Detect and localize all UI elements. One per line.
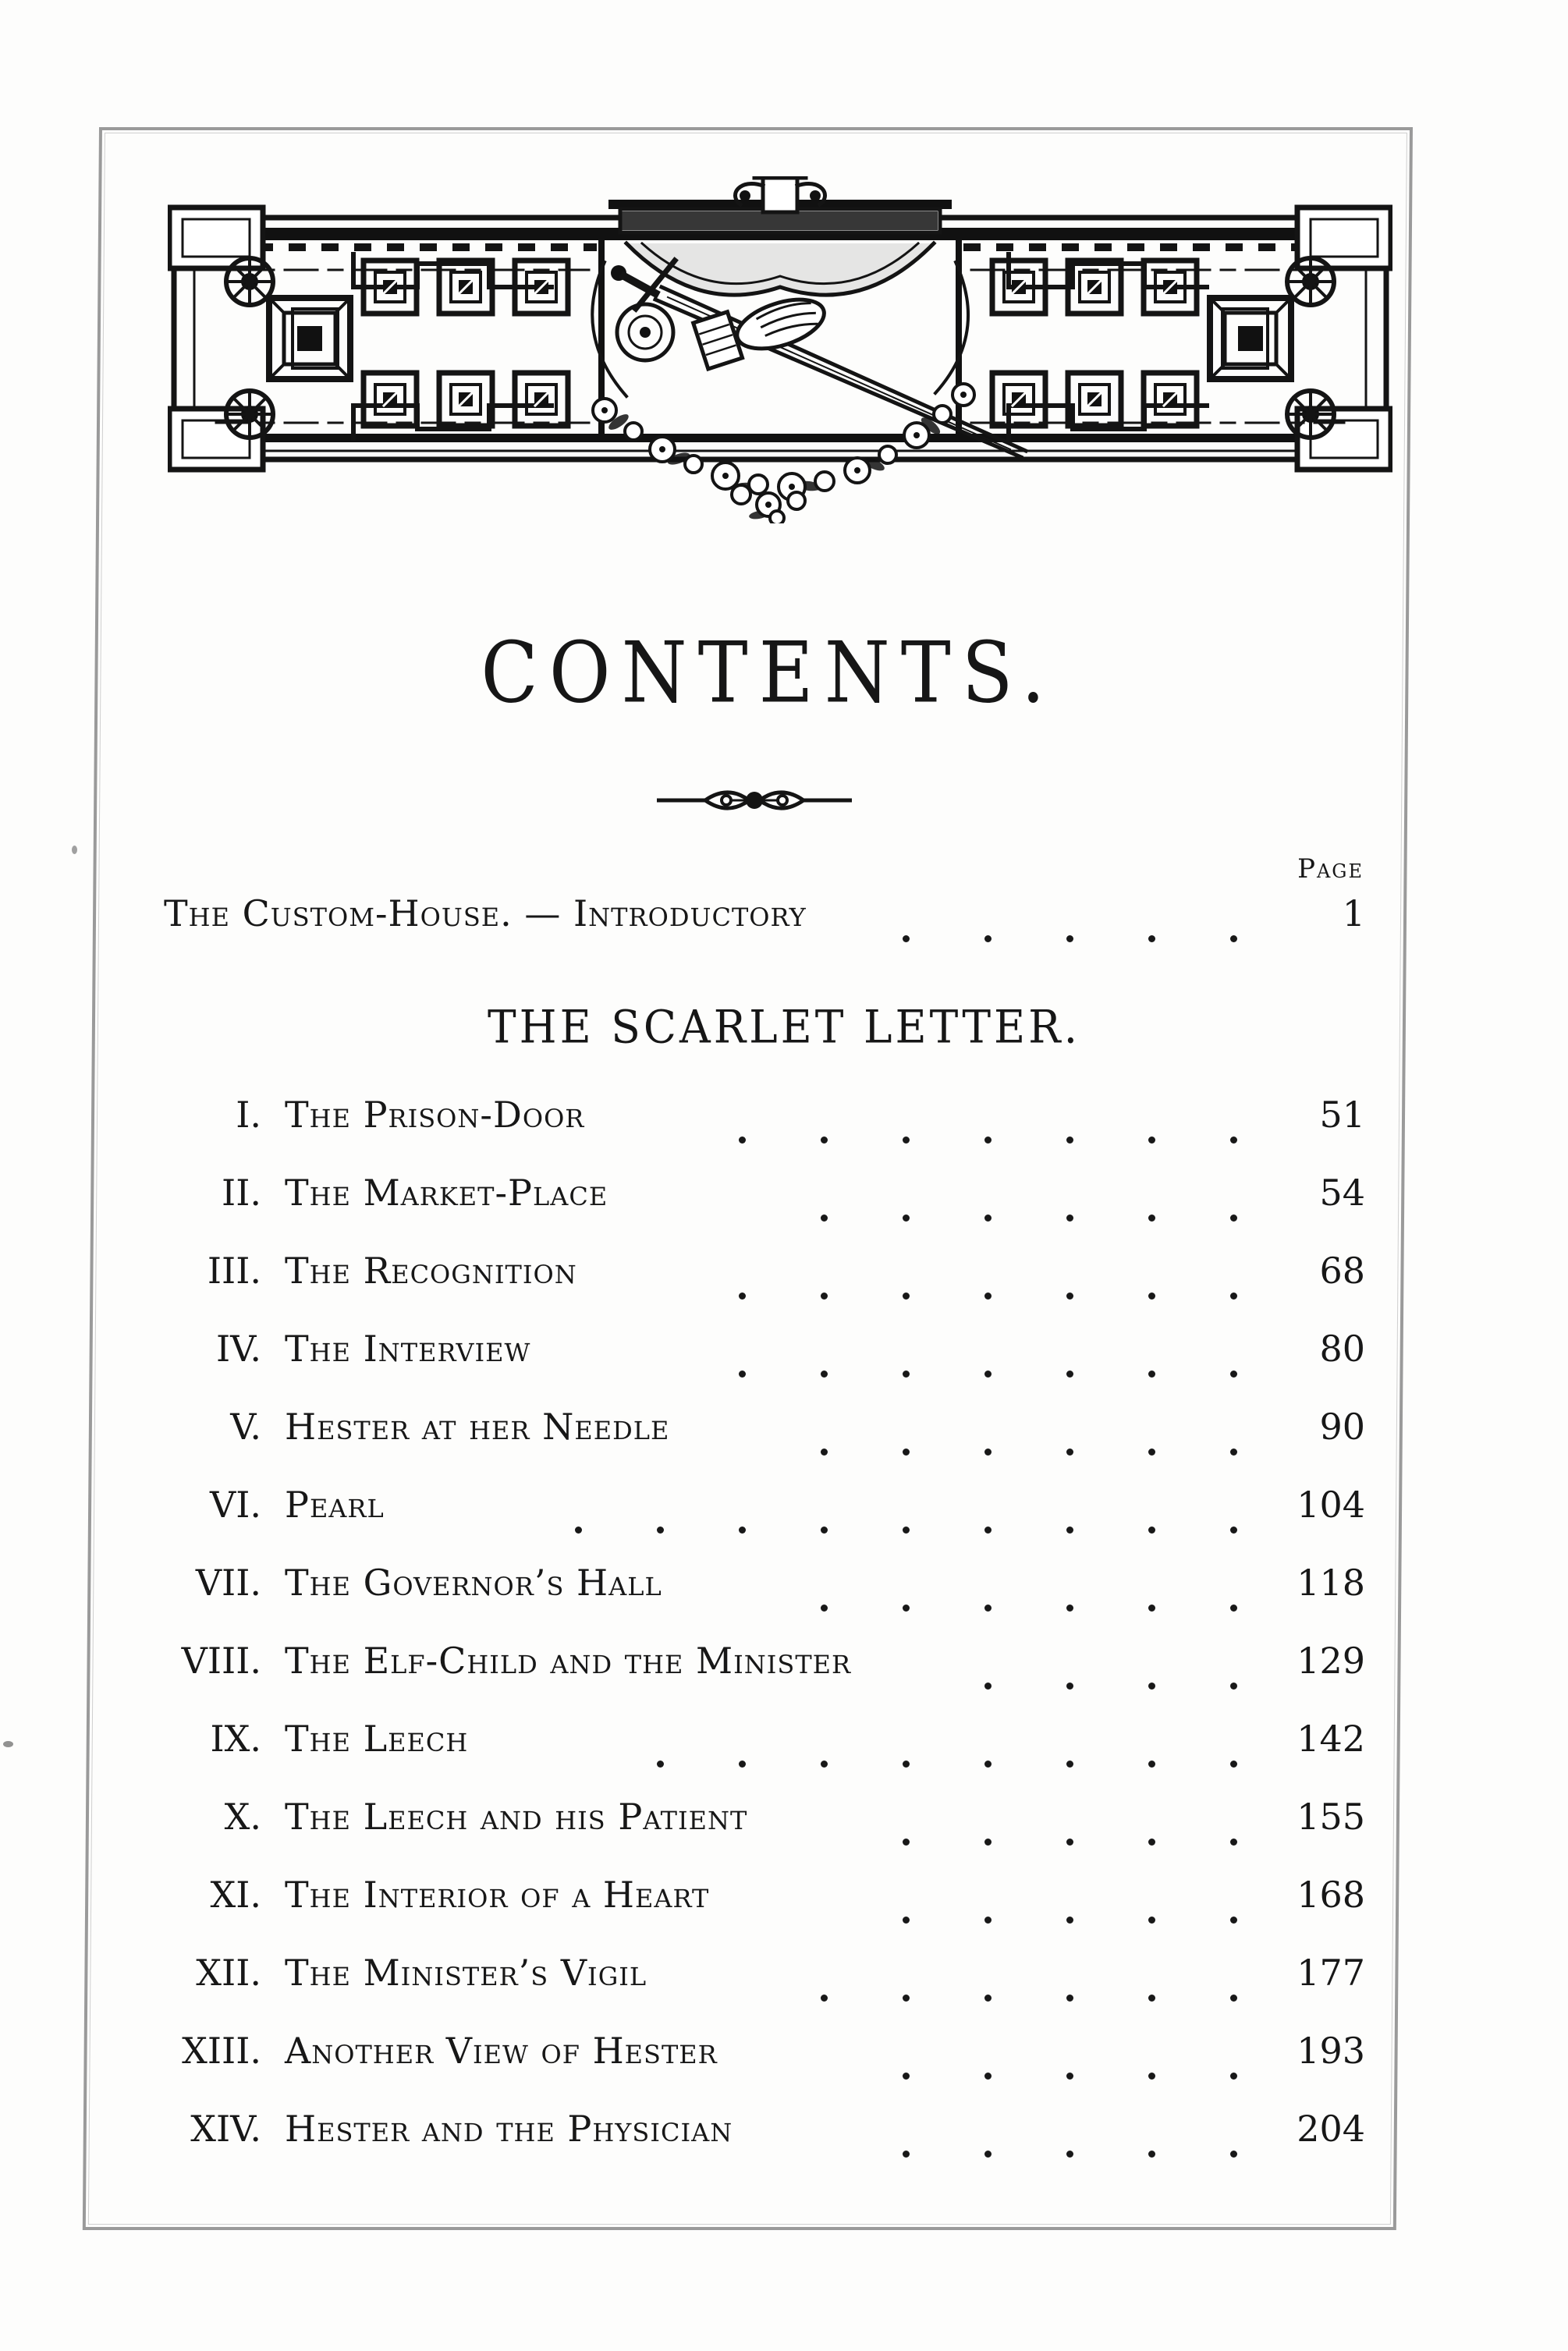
chapter-numeral: I. <box>236 1094 261 1136</box>
section-heading: THE SCARLET LETTER. <box>487 1001 1081 1054</box>
leader-dot <box>1230 1917 1237 1924</box>
page-title: CONTENTS. <box>481 624 1056 722</box>
entry-title: The Leech <box>285 1718 469 1760</box>
leader-dot <box>739 1136 746 1144</box>
entry-title: The Governor’s Hall <box>285 1562 662 1604</box>
entry-page-number: 204 <box>1297 2108 1365 2150</box>
leader-dot <box>1230 935 1237 942</box>
toc-entry <box>140 1699 1365 1777</box>
entry-page-number: 168 <box>1297 1874 1365 1916</box>
leader-dot <box>1066 2073 1073 2080</box>
leader-dot <box>1066 1449 1073 1456</box>
leader-dot <box>1066 1371 1073 1378</box>
entry-title: The Custom-House. — Introductory <box>164 892 807 934</box>
leader-dot <box>984 1917 992 1924</box>
toc-entry <box>140 1855 1365 1933</box>
entry-page-number: 177 <box>1297 1952 1365 1994</box>
leader-dot <box>1230 1371 1237 1378</box>
leader-dot <box>821 1136 828 1144</box>
leader-dot <box>903 2151 910 2158</box>
dot-leader <box>608 1215 1278 1222</box>
dot-leader <box>577 1293 1278 1300</box>
chapter-numeral: VII. <box>195 1562 261 1604</box>
leader-dot <box>1148 1839 1155 1846</box>
entry-page-number: 51 <box>1319 1094 1365 1136</box>
leader-dot <box>821 1449 828 1456</box>
entry-page-number: 68 <box>1319 1250 1365 1292</box>
toc-entry <box>140 1621 1365 1699</box>
leader-dot <box>1066 2151 1073 2158</box>
toc-entry <box>140 1153 1365 1231</box>
entry-title: The Interview <box>285 1328 531 1370</box>
entry-title: The Interior of a Heart <box>285 1874 710 1916</box>
leader-dot <box>821 1293 828 1300</box>
leader-dot <box>1230 1449 1237 1456</box>
dot-leader <box>669 1449 1278 1456</box>
entry-title: The Recognition <box>285 1250 577 1292</box>
leader-dot <box>1066 1293 1073 1300</box>
leader-dot <box>1148 1917 1155 1924</box>
leader-dot <box>739 1371 746 1378</box>
leader-dot <box>984 1605 992 1612</box>
divider-ornament <box>657 778 852 822</box>
leader-dot <box>1230 2151 1237 2158</box>
dot-leader <box>747 1839 1278 1846</box>
entry-page-number: 155 <box>1297 1796 1365 1838</box>
leader-dot <box>903 1371 910 1378</box>
dot-leader <box>385 1527 1278 1534</box>
chapter-numeral: X. <box>224 1796 261 1838</box>
chapter-numeral: IX. <box>210 1718 261 1760</box>
entry-title: Pearl <box>285 1484 385 1526</box>
leader-dot <box>903 1605 910 1612</box>
entry-title: Hester at her Needle <box>285 1406 670 1448</box>
entry-title: Hester and the Physician <box>285 2108 733 2150</box>
dot-leader <box>530 1371 1278 1378</box>
leader-dot <box>1066 1605 1073 1612</box>
entry-title: The Elf-Child and the Minister <box>285 1640 852 1682</box>
leader-dot <box>903 1527 910 1534</box>
leader-dot <box>984 1839 992 1846</box>
entry-title: Another View of Hester <box>285 2030 718 2072</box>
leader-dot <box>821 1995 828 2002</box>
toc-entry <box>140 1387 1365 1465</box>
leader-dot <box>984 2073 992 2080</box>
leader-dot <box>984 935 992 942</box>
entry-page-number: 104 <box>1297 1484 1365 1526</box>
chapter-numeral: XII. <box>196 1952 261 1994</box>
chapter-numeral: II. <box>222 1172 261 1214</box>
leader-dot <box>1066 935 1073 942</box>
entry-page-number: 142 <box>1297 1718 1365 1760</box>
leader-dot <box>903 1215 910 1222</box>
leader-dot <box>1066 1761 1073 1768</box>
chapter-numeral: VI. <box>209 1484 261 1526</box>
leader-dot <box>903 1995 910 2002</box>
leader-dot <box>821 1371 828 1378</box>
leader-dot <box>1066 1215 1073 1222</box>
leader-dot <box>903 1917 910 1924</box>
chapter-list <box>140 1075 1365 2167</box>
toc-entry <box>140 1231 1365 1309</box>
leader-dot <box>1230 1839 1237 1846</box>
toc-entry <box>140 1309 1365 1387</box>
leader-dot <box>984 1683 992 1690</box>
toc-entry <box>140 1075 1365 1153</box>
toc-entry <box>140 2011 1365 2089</box>
entry-page-number: 90 <box>1319 1406 1365 1448</box>
leader-dot <box>739 1761 746 1768</box>
entry-title: The Market-Place <box>285 1172 608 1214</box>
dot-leader <box>647 1995 1278 2002</box>
entry-title: The Leech and his Patient <box>285 1796 748 1838</box>
leader-dot <box>1230 1215 1237 1222</box>
entry-page-number: 193 <box>1297 2030 1365 2072</box>
chapter-numeral: XIV. <box>190 2108 261 2150</box>
entry-title: The Prison-Door <box>285 1094 585 1136</box>
dot-leader <box>584 1136 1278 1144</box>
chapter-numeral: VIII. <box>181 1640 261 1682</box>
leader-dot <box>903 1839 910 1846</box>
leader-dot <box>984 1995 992 2002</box>
leader-dot <box>1148 1605 1155 1612</box>
leader-dot <box>575 1527 582 1534</box>
leader-dot <box>984 1527 992 1534</box>
leader-dot <box>821 1761 828 1768</box>
leader-dot <box>657 1761 664 1768</box>
leader-dot <box>1230 1761 1237 1768</box>
chapter-numeral: XIII. <box>182 2030 261 2072</box>
leader-dot <box>984 1761 992 1768</box>
chapter-numeral: V. <box>230 1406 261 1448</box>
dot-leader <box>468 1761 1278 1768</box>
dot-leader <box>709 1917 1278 1924</box>
page-column-label: Page <box>1297 853 1364 885</box>
entry-page-number: 54 <box>1319 1172 1365 1214</box>
leader-dot <box>1066 1527 1073 1534</box>
chapter-numeral: III. <box>207 1250 261 1292</box>
leader-dot <box>1148 1215 1155 1222</box>
chapter-numeral: IV. <box>216 1328 261 1370</box>
leader-dot <box>1230 1683 1237 1690</box>
leader-dot <box>821 1527 828 1534</box>
leader-dot <box>657 1527 664 1534</box>
leader-dot <box>739 1293 746 1300</box>
toc-entry <box>140 1465 1365 1543</box>
leader-dot <box>821 1215 828 1222</box>
leader-dot <box>903 935 910 942</box>
chapter-numeral: XI. <box>210 1874 261 1916</box>
leader-dot <box>984 1293 992 1300</box>
leader-dot <box>1230 1527 1237 1534</box>
leader-dot <box>1066 1995 1073 2002</box>
leader-dot <box>903 1136 910 1144</box>
entry-page-number: 129 <box>1297 1640 1365 1682</box>
leader-dot <box>1148 1761 1155 1768</box>
leader-dot <box>1066 1839 1073 1846</box>
leader-dot <box>903 2073 910 2080</box>
leader-dot <box>903 1293 910 1300</box>
toc-entry <box>140 2089 1365 2167</box>
leader-dot <box>1066 1136 1073 1144</box>
leader-dot <box>984 1371 992 1378</box>
leader-dot <box>1066 1917 1073 1924</box>
leader-dot <box>1148 935 1155 942</box>
toc-entry <box>140 1543 1365 1621</box>
leader-dot <box>1230 1605 1237 1612</box>
toc-entry <box>140 1933 1365 2011</box>
dot-leader <box>662 1605 1278 1612</box>
leader-dot <box>1148 2073 1155 2080</box>
leader-dot <box>1148 1371 1155 1378</box>
leader-dot <box>984 1449 992 1456</box>
leader-dot <box>1230 1995 1237 2002</box>
leader-dot <box>1148 2151 1155 2158</box>
scan-speck <box>3 1741 13 1747</box>
entry-page-number: 1 <box>1342 892 1365 934</box>
leader-dot <box>903 1761 910 1768</box>
dot-leader <box>851 1683 1278 1690</box>
leader-dot <box>1148 1449 1155 1456</box>
leader-dot <box>984 1215 992 1222</box>
scan-speck <box>72 846 77 854</box>
leader-dot <box>1148 1527 1155 1534</box>
leader-dot <box>739 1527 746 1534</box>
dot-leader <box>718 2073 1278 2080</box>
leader-dot <box>903 1449 910 1456</box>
dot-leader <box>807 935 1278 942</box>
leader-dot <box>1148 1995 1155 2002</box>
leader-dot <box>984 1136 992 1144</box>
leader-dot <box>1230 1136 1237 1144</box>
toc-entry-introductory <box>140 874 1365 952</box>
toc-entry <box>140 1777 1365 1855</box>
leader-dot <box>1230 2073 1237 2080</box>
dot-leader <box>733 2151 1278 2158</box>
leader-dot <box>1148 1136 1155 1144</box>
entry-title: The Minister’s Vigil <box>285 1952 647 1994</box>
leader-dot <box>984 2151 992 2158</box>
leader-dot <box>1148 1683 1155 1690</box>
entry-page-number: 80 <box>1319 1328 1365 1370</box>
leader-dot <box>821 1605 828 1612</box>
entry-page-number: 118 <box>1297 1562 1365 1604</box>
leader-dot <box>1148 1293 1155 1300</box>
leader-dot <box>1066 1683 1073 1690</box>
ornamental-headpiece <box>168 176 1392 523</box>
leader-dot <box>1230 1293 1237 1300</box>
